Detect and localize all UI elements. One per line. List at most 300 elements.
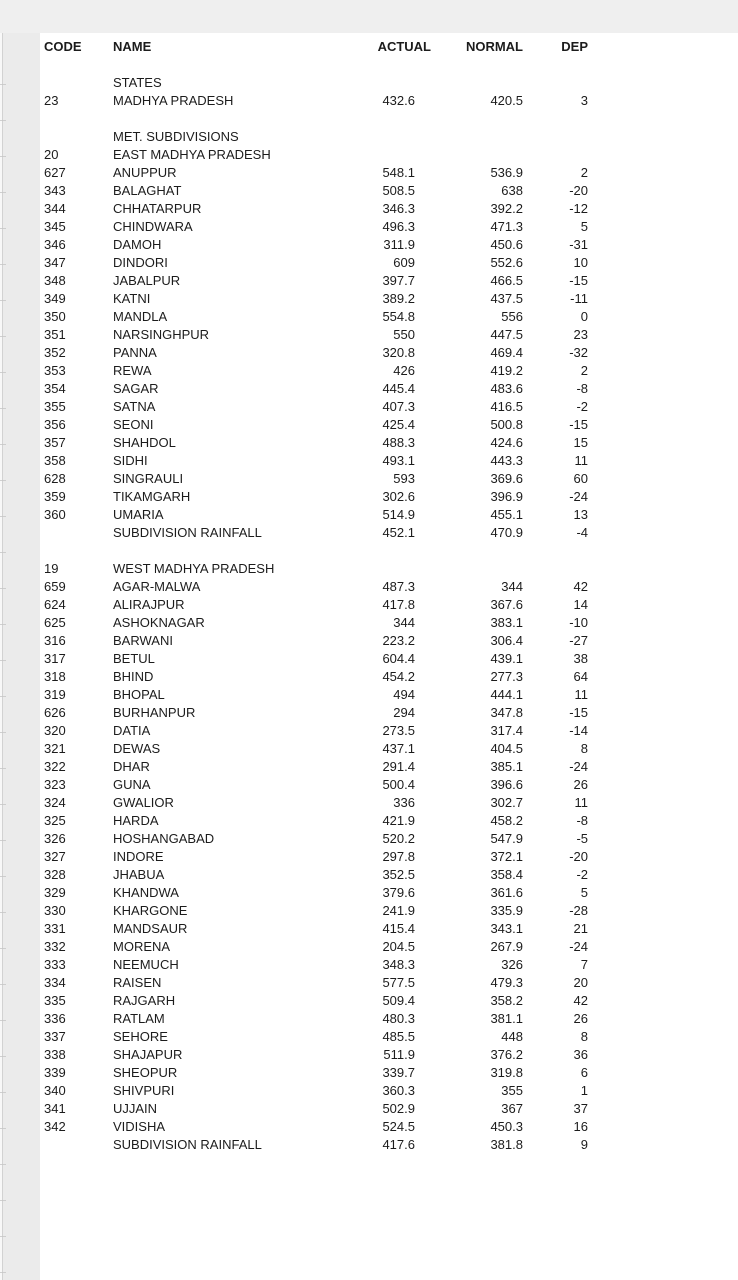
- cell-dep: -4: [576, 525, 588, 540]
- cell-name: UJJAIN: [113, 1101, 158, 1116]
- table-row: [44, 254, 738, 272]
- cell-normal: 344: [501, 579, 523, 594]
- cell-dep: -2: [576, 867, 588, 882]
- cell-dep: -32: [569, 345, 588, 360]
- table-row: [44, 704, 738, 722]
- cell-name: HOSHANGABAD: [113, 831, 215, 846]
- cell-normal: 416.5: [490, 399, 523, 414]
- table-row: [44, 812, 738, 830]
- table-row: [44, 668, 738, 686]
- cell-name: BALAGHAT: [113, 183, 182, 198]
- cell-code: [44, 56, 113, 74]
- cell-name: SATNA: [113, 399, 156, 414]
- cell-normal: 383.1: [490, 615, 523, 630]
- table-row: [44, 1064, 738, 1082]
- cell-dep: -20: [569, 849, 588, 864]
- cell-actual: 297.8: [382, 849, 415, 864]
- cell-name: UMARIA: [113, 507, 164, 522]
- cell-normal: 319.8: [490, 1065, 523, 1080]
- cell-normal: 396.9: [490, 489, 523, 504]
- cell-normal: 306.4: [490, 633, 523, 648]
- table-row: [44, 776, 738, 794]
- cell-normal: 470.9: [490, 525, 523, 540]
- cell-normal: 358.4: [490, 867, 523, 882]
- cell-code: 628: [44, 471, 66, 486]
- cell-dep: -10: [569, 615, 588, 630]
- cell-code: 329: [44, 885, 66, 900]
- cell-actual: 524.5: [382, 1119, 415, 1134]
- cell-name: ALIRAJPUR: [113, 597, 185, 612]
- cell-name: [113, 542, 348, 560]
- table-row: [44, 848, 738, 866]
- cell-normal: 381.8: [490, 1137, 523, 1152]
- cell-normal: 471.3: [490, 219, 523, 234]
- cell-normal: 552.6: [490, 255, 523, 270]
- cell-name: JHABUA: [113, 867, 165, 882]
- cell-code: 333: [44, 957, 66, 972]
- cell-normal: 369.6: [490, 471, 523, 486]
- cell-normal: [415, 560, 523, 578]
- cell-code: 19: [44, 561, 59, 576]
- cell-dep: [523, 56, 588, 74]
- cell-actual: 577.5: [382, 975, 415, 990]
- cell-name: NARSINGHPUR: [113, 327, 210, 342]
- table-row: [44, 362, 738, 380]
- cell-code: 332: [44, 939, 66, 954]
- cell-normal: 367.6: [490, 597, 523, 612]
- cell-actual: 514.9: [382, 507, 415, 522]
- cell-name: MANDSAUR: [113, 921, 188, 936]
- cell-actual: 509.4: [382, 993, 415, 1008]
- cell-code: [44, 524, 113, 542]
- cell-name: BARWANI: [113, 633, 173, 648]
- cell-name: [113, 56, 348, 74]
- cell-normal: 547.9: [490, 831, 523, 846]
- cell-code: 352: [44, 345, 66, 360]
- cell-normal: 372.1: [490, 849, 523, 864]
- cell-actual: 609: [393, 255, 415, 270]
- cell-name: KATNI: [113, 291, 151, 306]
- table-row: [44, 218, 738, 236]
- cell-code: 340: [44, 1083, 66, 1098]
- cell-name: DINDORI: [113, 255, 168, 270]
- cell-code: 20: [44, 147, 59, 162]
- cell-normal: 385.1: [490, 759, 523, 774]
- cell-normal: 326: [501, 957, 523, 972]
- table-row: [44, 164, 738, 182]
- cell-code: 345: [44, 219, 66, 234]
- cell-dep: -5: [576, 831, 588, 846]
- cell-normal: 277.3: [490, 669, 523, 684]
- cell-dep: -15: [569, 417, 588, 432]
- page-top-margin: [0, 0, 738, 33]
- cell-actual: 407.3: [382, 399, 415, 414]
- cell-normal: [415, 542, 523, 560]
- cell-name: MORENA: [113, 939, 171, 954]
- table-row: [44, 686, 738, 704]
- cell-dep: -14: [569, 723, 588, 738]
- blank-row: [44, 110, 738, 128]
- cell-code: 336: [44, 1011, 66, 1026]
- cell-normal: 361.6: [490, 885, 523, 900]
- cell-actual: 502.9: [382, 1101, 415, 1116]
- cell-name: WEST MADHYA PRADESH: [113, 561, 275, 576]
- column-header-dep: DEP: [561, 39, 588, 54]
- cell-dep: -20: [569, 183, 588, 198]
- cell-code: 328: [44, 867, 66, 882]
- blank-row: [44, 542, 738, 560]
- cell-name: [113, 110, 348, 128]
- cell-actual: [348, 56, 415, 74]
- table-row: [44, 434, 738, 452]
- cell-normal: 424.6: [490, 435, 523, 450]
- cell-dep: -8: [576, 813, 588, 828]
- cell-normal: [415, 146, 523, 164]
- blank-row: [44, 56, 738, 74]
- table-row: [44, 758, 738, 776]
- cell-name: RAJGARH: [113, 993, 176, 1008]
- cell-code: 318: [44, 669, 66, 684]
- cell-dep: 10: [573, 255, 588, 270]
- cell-code: 355: [44, 399, 66, 414]
- cell-code: 347: [44, 255, 66, 270]
- cell-code: 23: [44, 93, 59, 108]
- cell-name: SAGAR: [113, 381, 159, 396]
- table-row: [44, 974, 738, 992]
- cell-name: MADHYA PRADESH: [113, 93, 234, 108]
- cell-actual: 548.1: [382, 165, 415, 180]
- table-row: [44, 1118, 738, 1136]
- cell-normal: 267.9: [490, 939, 523, 954]
- section-row: [44, 524, 738, 542]
- cell-code: 344: [44, 201, 66, 216]
- edge-tick-marks: [0, 49, 6, 1280]
- cell-actual: 425.4: [382, 417, 415, 432]
- cell-code: [44, 74, 113, 92]
- cell-normal: 479.3: [490, 975, 523, 990]
- cell-dep: 2: [580, 165, 588, 180]
- cell-name: EAST MADHYA PRADESH: [113, 147, 271, 162]
- table-row: [44, 920, 738, 938]
- cell-actual: [348, 110, 415, 128]
- column-header-normal: NORMAL: [465, 39, 523, 54]
- cell-actual: 360.3: [382, 1083, 415, 1098]
- cell-dep: [523, 560, 588, 578]
- cell-name: BURHANPUR: [113, 705, 196, 720]
- cell-code: 659: [44, 579, 66, 594]
- table-row: [44, 794, 738, 812]
- cell-actual: 415.4: [382, 921, 415, 936]
- cell-code: 357: [44, 435, 66, 450]
- cell-actual: 494: [393, 687, 415, 702]
- cell-actual: 397.7: [382, 273, 415, 288]
- cell-actual: 417.8: [382, 597, 415, 612]
- cell-name: DHAR: [113, 759, 150, 774]
- cell-dep: -24: [569, 759, 588, 774]
- table-row: [44, 722, 738, 740]
- cell-dep: 37: [573, 1101, 588, 1116]
- cell-name: SHIVPURI: [113, 1083, 175, 1098]
- cell-normal: 367: [501, 1101, 523, 1116]
- cell-dep: 2: [580, 363, 588, 378]
- cell-actual: 346.3: [382, 201, 415, 216]
- cell-name: GWALIOR: [113, 795, 174, 810]
- cell-code: 346: [44, 237, 66, 252]
- cell-normal: 439.1: [490, 651, 523, 666]
- table-row: [44, 992, 738, 1010]
- cell-normal: 420.5: [490, 93, 523, 108]
- cell-actual: [348, 128, 415, 146]
- cell-normal: 381.1: [490, 1011, 523, 1026]
- cell-actual: 480.3: [382, 1011, 415, 1026]
- cell-code: 360: [44, 507, 66, 522]
- cell-dep: -11: [570, 291, 588, 306]
- table-row: [44, 182, 738, 200]
- table-row: [44, 956, 738, 974]
- cell-code: 349: [44, 291, 66, 306]
- cell-normal: 458.2: [490, 813, 523, 828]
- cell-code: [44, 110, 113, 128]
- cell-actual: [348, 146, 415, 164]
- cell-dep: 60: [573, 471, 588, 486]
- cell-normal: 396.6: [490, 777, 523, 792]
- cell-actual: 241.9: [382, 903, 415, 918]
- cell-name: REWA: [113, 363, 152, 378]
- cell-dep: 8: [580, 741, 588, 756]
- cell-name: BHOPAL: [113, 687, 165, 702]
- cell-name: JABALPUR: [113, 273, 181, 288]
- cell-dep: 42: [573, 993, 588, 1008]
- cell-name: SEONI: [113, 417, 154, 432]
- cell-actual: 593: [393, 471, 415, 486]
- cell-actual: 500.4: [382, 777, 415, 792]
- cell-name: ANUPPUR: [113, 165, 177, 180]
- table-row: [44, 740, 738, 758]
- cell-name: SHAJAPUR: [113, 1047, 183, 1062]
- cell-dep: 11: [574, 795, 588, 810]
- cell-code: 317: [44, 651, 66, 666]
- table-row: [44, 632, 738, 650]
- cell-dep: -2: [576, 399, 588, 414]
- cell-name: KHANDWA: [113, 885, 179, 900]
- cell-code: 330: [44, 903, 66, 918]
- cell-dep: 8: [580, 1029, 588, 1044]
- cell-dep: -24: [569, 939, 588, 954]
- cell-name: PANNA: [113, 345, 157, 360]
- cell-actual: [348, 74, 415, 92]
- cell-name: HARDA: [113, 813, 159, 828]
- cell-dep: 38: [573, 651, 588, 666]
- table-row: [44, 398, 738, 416]
- cell-dep: 5: [580, 885, 588, 900]
- table-row: [44, 272, 738, 290]
- cell-dep: 26: [573, 777, 588, 792]
- cell-dep: 64: [573, 669, 588, 684]
- cell-actual: 291.4: [382, 759, 415, 774]
- table-row: [44, 884, 738, 902]
- table-row: [44, 902, 738, 920]
- section-row: [44, 74, 738, 92]
- cell-code: 341: [44, 1101, 66, 1116]
- cell-actual: 320.8: [382, 345, 415, 360]
- cell-actual: 379.6: [382, 885, 415, 900]
- cell-code: 321: [44, 741, 66, 756]
- cell-normal: 404.5: [490, 741, 523, 756]
- cell-normal: 500.8: [490, 417, 523, 432]
- cell-normal: 447.5: [490, 327, 523, 342]
- cell-actual: 488.3: [382, 435, 415, 450]
- cell-actual: 496.3: [382, 219, 415, 234]
- table-row: [44, 326, 738, 344]
- cell-dep: 11: [574, 687, 588, 702]
- cell-code: 624: [44, 597, 66, 612]
- table-row: [44, 200, 738, 218]
- cell-dep: 0: [580, 309, 588, 324]
- cell-code: 316: [44, 633, 66, 648]
- cell-actual: 485.5: [382, 1029, 415, 1044]
- cell-actual: 493.1: [382, 453, 415, 468]
- cell-dep: -28: [569, 903, 588, 918]
- cell-dep: [523, 128, 588, 146]
- table-row: [44, 938, 738, 956]
- cell-actual: 520.2: [382, 831, 415, 846]
- cell-code: 331: [44, 921, 66, 936]
- cell-dep: 6: [580, 1065, 588, 1080]
- cell-dep: [523, 110, 588, 128]
- cell-code: 319: [44, 687, 66, 702]
- cell-actual: 445.4: [382, 381, 415, 396]
- cell-actual: 336: [393, 795, 415, 810]
- cell-name: KHARGONE: [113, 903, 188, 918]
- table-row: [44, 1010, 738, 1028]
- cell-name: DAMOH: [113, 237, 162, 252]
- cell-name: CHHATARPUR: [113, 201, 202, 216]
- table-row: [44, 488, 738, 506]
- cell-name: SHEOPUR: [113, 1065, 178, 1080]
- cell-dep: [523, 146, 588, 164]
- cell-normal: 317.4: [490, 723, 523, 738]
- table-row: [44, 506, 738, 524]
- cell-name: SUBDIVISION RAINFALL: [113, 525, 262, 540]
- cell-actual: 302.6: [382, 489, 415, 504]
- cell-normal: 392.2: [490, 201, 523, 216]
- cell-name: SUBDIVISION RAINFALL: [113, 1137, 262, 1152]
- cell-dep: -15: [569, 273, 588, 288]
- cell-name: BETUL: [113, 651, 155, 666]
- table-body: [44, 56, 738, 1154]
- table-row: [44, 1046, 738, 1064]
- cell-name: SINGRAULI: [113, 471, 184, 486]
- table-row: [44, 596, 738, 614]
- table-row: [44, 1082, 738, 1100]
- table-row: [44, 146, 738, 164]
- cell-normal: [415, 128, 523, 146]
- table-row: [44, 380, 738, 398]
- cell-code: 359: [44, 489, 66, 504]
- cell-dep: [523, 74, 588, 92]
- cell-name: DATIA: [113, 723, 151, 738]
- table-row: [44, 92, 738, 110]
- cell-code: 351: [44, 327, 66, 342]
- cell-code: 322: [44, 759, 66, 774]
- cell-code: 326: [44, 831, 66, 846]
- cell-code: 353: [44, 363, 66, 378]
- rainfall-table: [40, 33, 738, 1280]
- cell-code: 339: [44, 1065, 66, 1080]
- cell-code: 320: [44, 723, 66, 738]
- cell-actual: 223.2: [382, 633, 415, 648]
- cell-actual: 421.9: [382, 813, 415, 828]
- cell-code: 348: [44, 273, 66, 288]
- cell-dep: 26: [573, 1011, 588, 1026]
- cell-normal: 450.3: [490, 1119, 523, 1134]
- cell-name: MANDLA: [113, 309, 168, 324]
- cell-dep: 9: [580, 1137, 588, 1152]
- cell-normal: 469.4: [490, 345, 523, 360]
- cell-code: 334: [44, 975, 66, 990]
- cell-name: TIKAMGARH: [113, 489, 191, 504]
- cell-actual: 352.5: [382, 867, 415, 882]
- cell-actual: 294: [393, 705, 415, 720]
- cell-actual: 311.9: [383, 237, 415, 252]
- cell-normal: 343.1: [490, 921, 523, 936]
- cell-actual: 554.8: [382, 309, 415, 324]
- cell-normal: 444.1: [490, 687, 523, 702]
- column-header-code: CODE: [44, 39, 82, 54]
- cell-actual: 437.1: [382, 741, 415, 756]
- cell-actual: 417.6: [382, 1137, 415, 1152]
- cell-dep: 11: [574, 453, 588, 468]
- table-row: [44, 650, 738, 668]
- cell-actual: 204.5: [382, 939, 415, 954]
- cell-normal: 455.1: [490, 507, 523, 522]
- cell-dep: 16: [573, 1119, 588, 1134]
- cell-code: 342: [44, 1119, 66, 1134]
- cell-name: INDORE: [113, 849, 164, 864]
- cell-actual: 273.5: [382, 723, 415, 738]
- cell-name: NEEMUCH: [113, 957, 179, 972]
- table-row: [44, 614, 738, 632]
- cell-code: 358: [44, 453, 66, 468]
- cell-code: 626: [44, 705, 66, 720]
- cell-dep: 5: [580, 219, 588, 234]
- cell-name: RATLAM: [113, 1011, 165, 1026]
- cell-name: VIDISHA: [113, 1119, 166, 1134]
- cell-normal: 536.9: [490, 165, 523, 180]
- table-row: [44, 344, 738, 362]
- cell-normal: 347.8: [490, 705, 523, 720]
- table-row: [44, 578, 738, 596]
- cell-code: 356: [44, 417, 66, 432]
- cell-normal: 466.5: [490, 273, 523, 288]
- cell-code: [44, 1136, 113, 1154]
- cell-dep: -12: [569, 201, 588, 216]
- cell-dep: -8: [576, 381, 588, 396]
- cell-code: 338: [44, 1047, 66, 1062]
- cell-code: 627: [44, 165, 66, 180]
- cell-actual: 426: [393, 363, 415, 378]
- cell-actual: 452.1: [382, 525, 415, 540]
- cell-dep: 3: [580, 93, 588, 108]
- cell-actual: 344: [393, 615, 415, 630]
- page-left-edge: [0, 33, 40, 1280]
- cell-dep: 21: [573, 921, 588, 936]
- cell-dep: 1: [580, 1083, 588, 1098]
- cell-normal: 450.6: [490, 237, 523, 252]
- table-row: [44, 866, 738, 884]
- cell-dep: 36: [573, 1047, 588, 1062]
- cell-name: STATES: [113, 75, 162, 90]
